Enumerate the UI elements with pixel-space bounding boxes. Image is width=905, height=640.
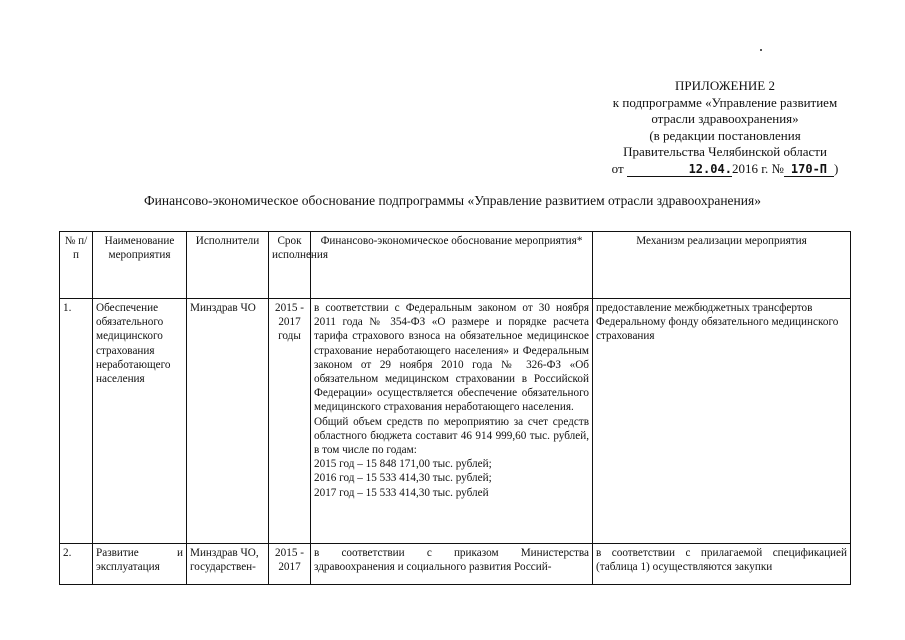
date-year: 2016 г. № <box>731 160 784 176</box>
date-day-field <box>627 162 732 177</box>
col-header-executor: Исполнители <box>187 232 269 299</box>
col-header-mechanism: Механизм реализации мероприятия <box>593 232 851 299</box>
date-number: 170-П <box>790 161 828 176</box>
table-row <box>60 299 851 544</box>
col-header-term: Срок исполнения <box>269 232 311 299</box>
col-header-justification: Финансово-экономическое обоснование мероприятия* <box>311 232 593 299</box>
justification-paragraph: в соответствии с приказом Министерства здравоохранения и социального развития Россий- <box>314 547 589 574</box>
date-suffix: ) <box>833 160 839 176</box>
table-header-row <box>60 232 851 299</box>
row-executor: Минздрав ЧО, государствен- <box>187 544 269 585</box>
appendix-line-5: Правительства Челябинской области <box>623 144 827 159</box>
date-day: 12.04. <box>688 161 732 176</box>
appendix-line-4: (в редакции постановления <box>649 127 801 143</box>
col-header-name: Наименование мероприятия <box>93 232 187 299</box>
row-justification <box>311 299 593 544</box>
col-header-number: № п/п <box>60 232 93 299</box>
row-executor: Минздрав ЧО <box>187 299 269 544</box>
row-mechanism: предоставление межбюджетных трансфертов Федеральному фонду обязательного медицинского страхования <box>593 299 851 544</box>
row-mechanism: в соответствии с прилагаемой спецификацией (таблица 1) осуществляются закупки <box>593 544 851 585</box>
justification-paragraph: 2015 год – 15 848 171,00 тыс. рублей; <box>314 458 492 471</box>
justification-paragraph: в соответствии с Федеральным законом от 30 ноября 2011 года № 354-ФЗ «О размере и порядке расчета тарифа страхового взноса на обязательное медицинское страхование неработающего населения» и Федеральным законом от 29 ноября 2010 года № 326-ФЗ «Об обязательном медицинском страховании в Российской Федерации» осуществляется обеспечение обязательного медицинского страхования неработающего населения. <box>314 302 589 414</box>
document-title: Финансово-экономическое обоснование подпрограммы «Управление развитием отрасли здравоохранения» <box>144 193 761 208</box>
justification-paragraph: Общий объем средств по мероприятию за счет средств областного бюджета составит 46 914 999,60 тыс. рублей, в том числе по годам: <box>314 415 589 457</box>
row-activity-name: Обеспечение обязательного медицинского страхования неработающего населения <box>93 299 187 544</box>
justification-table <box>59 231 851 585</box>
appendix-line-3: отрасли здравоохранения» <box>651 111 799 126</box>
appendix-header <box>560 78 890 177</box>
justification-paragraph: 2016 год – 15 533 414,30 тыс. рублей; <box>314 472 492 485</box>
justification-paragraph: 2017 год – 15 533 414,30 тыс. рублей <box>314 486 489 499</box>
resolution-date-line <box>560 161 890 178</box>
date-number-field <box>784 162 834 177</box>
row-term: 2015 - 2017 <box>269 544 311 585</box>
row-justification <box>311 544 593 585</box>
row-number: 2. <box>60 544 93 585</box>
appendix-line-2: к подпрограмме «Управление развитием <box>612 94 838 110</box>
date-prefix: от <box>611 160 624 176</box>
appendix-number: ПРИЛОЖЕНИЕ 2 <box>675 78 775 93</box>
table-row <box>60 544 851 585</box>
row-term: 2015 - 2017 годы <box>269 299 311 544</box>
row-number: 1. <box>60 299 93 544</box>
row-activity-name: Развитие и эксплуатация <box>93 544 187 585</box>
scan-dot <box>760 49 762 51</box>
